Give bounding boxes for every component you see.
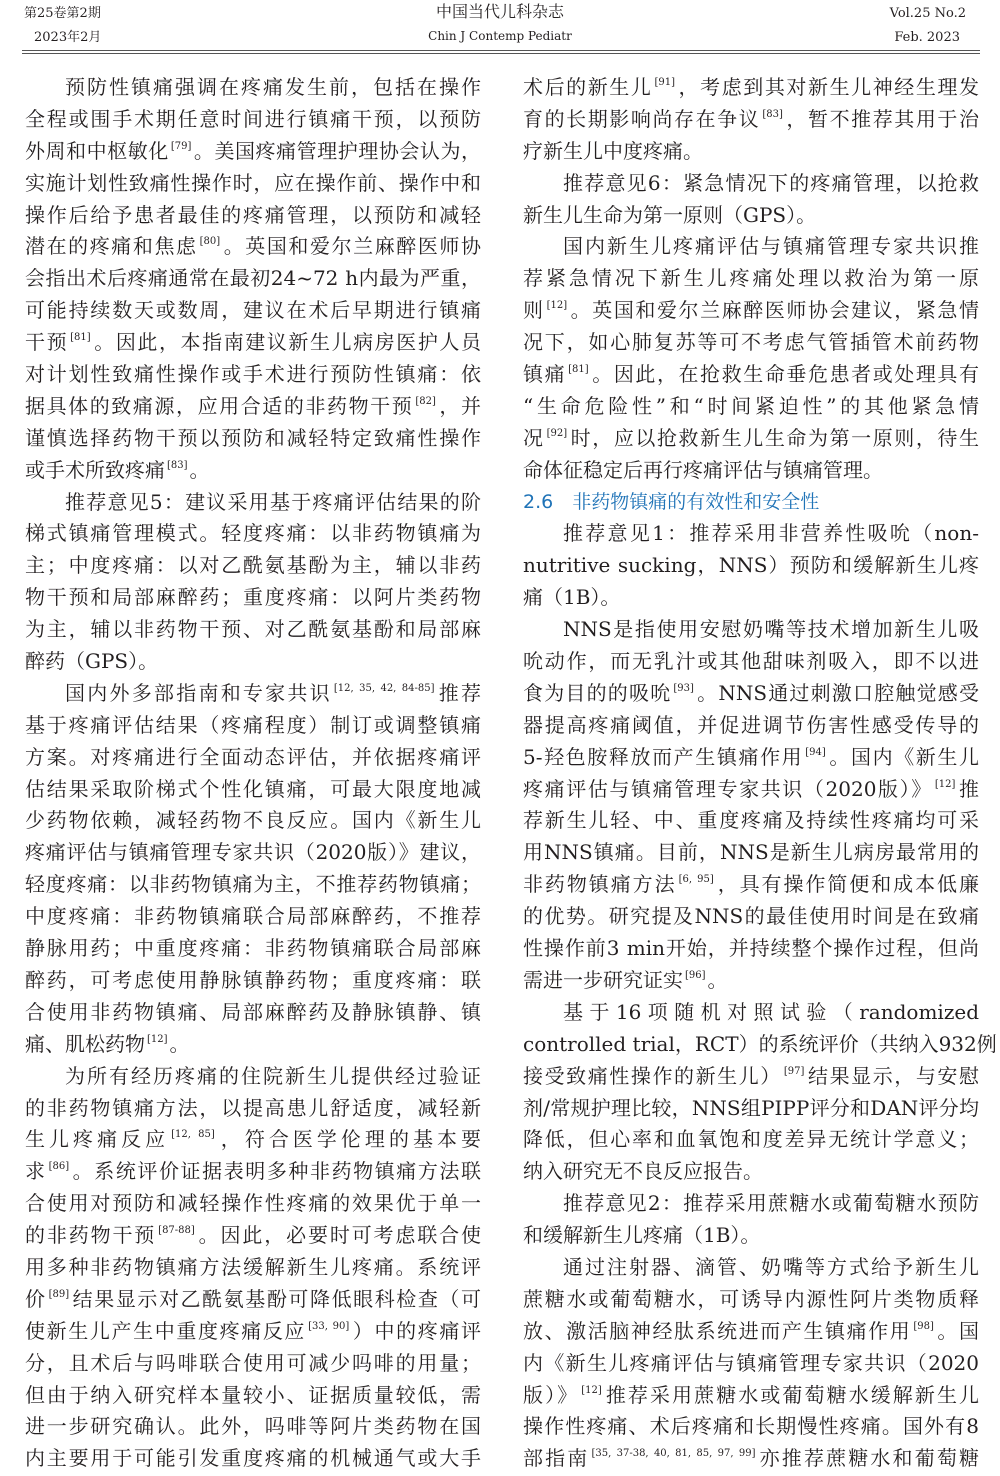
- citation-reference: [83]: [167, 459, 188, 471]
- text-segment: 操作性疼痛、术后疼痛和长期慢性疼痛。国外有8: [523, 1414, 979, 1439]
- paragraph: [523, 231, 979, 486]
- citation-reference: [82]: [415, 395, 436, 407]
- text-segment: 版）》: [523, 1382, 580, 1407]
- text-line: [25, 72, 481, 104]
- paragraph: [523, 614, 979, 997]
- header-journal-en: Chin J Contemp Pediatr: [428, 29, 572, 43]
- text-segment: ，暂不推荐其用于治: [784, 106, 980, 131]
- text-segment: 。因此，在抢救生命垂危患者或处理具有: [590, 362, 980, 387]
- text-line: [25, 710, 481, 742]
- text-line: [523, 1220, 979, 1252]
- citation-reference: [79]: [170, 140, 192, 152]
- paragraph: [523, 518, 979, 614]
- text-segment: 基于疼痛评估结果（疼痛程度）制订或调整镇痛: [25, 712, 481, 737]
- text-line: [25, 997, 481, 1029]
- text-segment: 纳入研究无不良反应报告。: [523, 1159, 763, 1184]
- paragraph: [523, 1252, 979, 1475]
- text-line: [25, 1188, 481, 1220]
- citation-reference: [12, 85]: [171, 1129, 215, 1141]
- text-segment: 主；中度疼痛：以对乙酰氨基酚为主，辅以非药: [25, 553, 481, 578]
- text-line: [523, 1093, 979, 1125]
- text-segment: 用多种非药物镇痛方法缓解新生儿疼痛。系统评: [25, 1254, 481, 1279]
- text-line: [25, 774, 481, 806]
- text-segment: 用NNS镇痛。目前，NNS是新生儿病房最常用的: [523, 840, 979, 865]
- text-line: [523, 168, 979, 200]
- citation-reference: [87-88]: [158, 1225, 195, 1237]
- citation-reference: [12, 35, 42, 84-85]: [333, 682, 435, 694]
- text-segment: 况下，如心肺复苏等可不考虑气管插管术前药物: [523, 330, 979, 355]
- text-segment: 预防性镇痛强调在疼痛发生前，包括在操作: [65, 75, 481, 99]
- text-line: [25, 1380, 481, 1412]
- text-segment: 性操作前3 min开始，并持续整个操作过程，但尚: [523, 936, 979, 961]
- text-line: [523, 327, 979, 359]
- text-line: [523, 1316, 979, 1348]
- text-segment: 少药物依赖，减轻药物不良反应。国内《新生儿: [25, 808, 481, 833]
- text-line: [25, 614, 481, 646]
- citation-reference: [12]: [934, 778, 956, 790]
- text-segment: 但由于纳入研究样本量较小、证据质量较低，需: [25, 1382, 481, 1407]
- header-journal-cn: 中国当代儿科杂志: [435, 2, 564, 21]
- text-segment: ）中的疼痛评: [351, 1318, 482, 1343]
- text-segment: 推荐意见1：推荐采用非营养性吸吮（non-: [563, 521, 979, 546]
- text-line: [25, 646, 481, 678]
- citation-reference: [93]: [673, 682, 694, 694]
- text-segment: 物干预和局部麻醉药；重度疼痛：以阿片类药物: [25, 585, 481, 610]
- header-volume-issue: 第25卷第2期: [24, 6, 101, 21]
- text-segment: 和缓解新生儿疼痛（1B）。: [523, 1223, 761, 1248]
- text-line: [523, 1284, 979, 1316]
- text-segment: 方案。对疼痛进行全面动态评估，并依据疼痛评: [25, 744, 481, 769]
- header-volume-en: Vol.25 No.2: [889, 6, 966, 21]
- text-segment: ，具有操作简便和成本低廉: [715, 872, 979, 897]
- citation-reference: [94]: [805, 746, 826, 758]
- text-segment: 内主要用于可能引发重度疼痛的机械通气或大手: [25, 1446, 481, 1471]
- text-segment: 。: [707, 967, 728, 992]
- text-line: [523, 742, 979, 774]
- text-line: [523, 1156, 979, 1188]
- text-segment: 器提高疼痛阈值，并促进调节伤害性感受传导的: [523, 712, 979, 737]
- text-segment: 梯式镇痛管理模式。轻度疼痛：以非药物镇痛为: [25, 521, 481, 546]
- text-line: [25, 901, 481, 933]
- text-segment: 吮动作，而无乳汁或其他甜味剂吸入，即不以进: [523, 649, 979, 674]
- text-segment: 中度疼痛：非药物镇痛联合局部麻醉药，不推荐: [25, 904, 481, 929]
- paragraph: [25, 1061, 481, 1476]
- citation-reference: [80]: [199, 236, 221, 248]
- citation-reference: [12]: [147, 1033, 168, 1045]
- text-segment: 5-羟色胺释放而产生镇痛作用: [523, 744, 804, 769]
- text-segment: 疼痛评估与镇痛管理专家共识（2020版）》建议，: [25, 840, 481, 865]
- text-line: [523, 582, 979, 614]
- text-line: [523, 104, 979, 136]
- text-segment: ，符合医学伦理的基本要: [216, 1127, 482, 1152]
- text-line: [523, 1124, 979, 1156]
- paragraph: [25, 487, 481, 678]
- text-segment: 食为目的的吸吮: [523, 680, 672, 705]
- text-line: [25, 805, 481, 837]
- text-line: [25, 965, 481, 997]
- text-segment: 。美国疼痛管理护理协会认为，: [193, 138, 482, 163]
- text-segment: 剂/常规护理比较，NNS组PIPP评分和DAN评分均: [523, 1095, 979, 1120]
- text-segment: 疗新生儿中度疼痛。: [523, 138, 703, 163]
- text-line: [523, 678, 979, 710]
- text-line: [25, 231, 481, 263]
- paragraph: [523, 168, 979, 232]
- text-segment: 接受致痛性操作的新生儿）: [523, 1063, 782, 1088]
- text-line: [523, 837, 979, 869]
- text-segment: 醉药，可考虑使用静脉镇静药物；重度疼痛：联: [25, 967, 481, 992]
- header-divider: [22, 50, 980, 54]
- text-line: [523, 295, 979, 327]
- citation-reference: [6, 95]: [678, 874, 714, 886]
- text-segment: 。: [189, 457, 210, 482]
- text-segment: NNS是指使用安慰奶嘴等技术增加新生儿吸: [563, 617, 979, 642]
- text-line: [523, 1188, 979, 1220]
- text-segment: 进一步研究确认。此外，吗啡等阿片类药物在国: [25, 1414, 481, 1439]
- text-segment: 荐新生儿轻、中、重度疼痛及持续性疼痛均可采: [523, 808, 979, 833]
- citation-reference: [98]: [913, 1320, 934, 1332]
- text-segment: 推: [957, 776, 979, 801]
- text-line: [523, 614, 979, 646]
- text-segment: 基于16项随机对照试验（randomized: [563, 999, 979, 1024]
- text-line: [523, 550, 979, 582]
- text-segment: 全程或围手术期任意时间进行镇痛干预，以预防: [25, 106, 481, 131]
- text-segment: 育的长期影响尚存在争议: [523, 106, 761, 131]
- text-line: [25, 1252, 481, 1284]
- text-line: [25, 1061, 481, 1093]
- text-line: [25, 1220, 481, 1252]
- text-line: [25, 550, 481, 582]
- text-segment: 醉药（GPS）。: [25, 649, 159, 674]
- text-line: [25, 136, 481, 168]
- text-segment: 命体征稳定后再行疼痛评估与镇痛管理。: [523, 457, 883, 482]
- text-line: [523, 391, 979, 423]
- text-segment: 或手术所致疼痛: [25, 457, 165, 482]
- citation-reference: [92]: [546, 427, 568, 439]
- text-line: [523, 805, 979, 837]
- text-line: [523, 1252, 979, 1284]
- text-line: [25, 933, 481, 965]
- text-segment: 轻度疼痛：以非药物镇痛为主，不推荐药物镇痛；: [25, 872, 481, 897]
- text-segment: 新生儿生命为第一原则（GPS）。: [523, 202, 817, 227]
- text-segment: 实施计划性致痛性操作时，应在操作前、操作中和: [25, 170, 481, 195]
- text-line: [25, 869, 481, 901]
- text-segment: 况: [523, 425, 545, 450]
- citation-reference: [83]: [762, 108, 783, 120]
- text-line: [523, 869, 979, 901]
- text-line: [25, 1348, 481, 1380]
- text-line: [25, 518, 481, 550]
- text-segment: 疼痛评估与镇痛管理专家共识（2020版）》: [523, 776, 933, 801]
- text-line: [25, 327, 481, 359]
- citation-reference: [97]: [783, 1065, 805, 1077]
- text-line: [25, 487, 481, 519]
- text-segment: 放、激活脑神经肽系统进而产生镇痛作用: [523, 1318, 912, 1343]
- text-line: [25, 295, 481, 327]
- text-segment: 据具体的致痛源，应用合适的非药物干预: [25, 393, 414, 418]
- text-segment: 。国: [935, 1318, 980, 1343]
- text-segment: 通过注射器、滴管、奶嘴等方式给予新生儿: [563, 1254, 979, 1279]
- text-segment: 需进一步研究证实: [523, 967, 683, 992]
- citation-reference: [81]: [70, 332, 91, 344]
- paragraph: [523, 997, 997, 1188]
- text-line: [523, 1348, 979, 1380]
- text-segment: nutritive sucking，NNS）预防和缓解新生儿疼: [523, 553, 979, 578]
- right-column: [523, 72, 997, 1475]
- text-segment: 推荐采用蔗糖水或葡萄糖水缓解新生儿: [603, 1382, 980, 1407]
- text-segment: “生命危险性”和“时间紧迫性”的其他紧急情: [523, 393, 979, 418]
- text-segment: 2.6 非药物镇痛的有效性和安全性: [523, 490, 820, 513]
- section-heading: [523, 487, 979, 519]
- text-segment: 。因此，必要时可考虑联合使: [196, 1223, 482, 1248]
- text-line: [523, 359, 979, 391]
- text-segment: 降低，但心率和血氧饱和度差异无统计学意义；: [523, 1127, 979, 1152]
- text-line: [523, 646, 979, 678]
- citation-reference: [35, 37-38, 40, 81, 85, 97, 99]: [591, 1448, 756, 1460]
- text-line: [523, 965, 979, 997]
- left-column: [25, 72, 481, 1475]
- text-segment: 干预: [25, 330, 69, 355]
- text-segment: controlled trial，RCT）的系统评价（共纳入932例: [523, 1031, 997, 1056]
- text-segment: 估结果采取阶梯式个性化镇痛，可最大限度地减: [25, 776, 481, 801]
- text-segment: 操作后给予患者最佳的疼痛管理，以预防和减轻: [25, 202, 481, 227]
- text-segment: 时，应以抢救新生儿生命为第一原则，待生: [569, 425, 980, 450]
- citation-reference: [91]: [654, 77, 675, 88]
- text-segment: 为所有经历疼痛的住院新生儿提供经过验证: [65, 1063, 481, 1088]
- text-segment: 。国内《新生儿: [827, 744, 980, 769]
- citation-reference: [33, 90]: [308, 1320, 350, 1332]
- citation-reference: [12]: [546, 300, 568, 312]
- citation-reference: [12]: [581, 1384, 602, 1396]
- text-segment: 潜在的疼痛和焦虑: [25, 234, 198, 259]
- text-segment: 推荐意见2：推荐采用蔗糖水或葡萄糖水预防: [563, 1191, 979, 1216]
- text-line: [25, 678, 481, 710]
- text-segment: 国内新生儿疼痛评估与镇痛管理专家共识推: [563, 234, 979, 259]
- text-segment: 痛、肌松药物: [25, 1031, 145, 1056]
- text-line: [523, 263, 979, 295]
- text-line: [25, 423, 481, 455]
- text-line: [523, 1443, 979, 1475]
- text-line: [25, 455, 481, 487]
- paragraph: [523, 1188, 979, 1252]
- text-segment: ，考虑到其对新生儿神经生理发: [676, 75, 980, 99]
- text-line: [25, 1411, 481, 1443]
- text-line: [523, 1411, 979, 1443]
- text-line: [523, 901, 979, 933]
- text-segment: 合使用非药物镇痛、局部麻醉药及静脉镇静、镇: [25, 999, 481, 1024]
- text-line: [523, 933, 979, 965]
- header-date-en: Feb. 2023: [894, 30, 960, 45]
- paragraph: [25, 72, 481, 487]
- text-line: [25, 1029, 481, 1061]
- text-segment: 镇痛: [523, 362, 567, 387]
- text-segment: 蔗糖水或葡萄糖水，可诱导内源性阿片类物质释: [523, 1286, 979, 1311]
- text-segment: 谨慎选择药物干预以预防和减轻特定致痛性操作: [25, 425, 481, 450]
- text-segment: 为主，辅以非药物干预、对乙酰氨基酚和局部麻: [25, 617, 481, 642]
- text-segment: 外周和中枢敏化: [25, 138, 169, 163]
- text-segment: 的优势。研究提及NNS的最佳使用时间是在致痛: [523, 904, 979, 929]
- text-line: [523, 423, 979, 455]
- text-segment: 推荐: [436, 680, 481, 705]
- text-line: [25, 582, 481, 614]
- header-date-cn: 2023年2月: [34, 30, 102, 45]
- text-segment: 。英国和爱尔兰麻醉医师协会建议，紧急情: [569, 298, 980, 323]
- text-segment: 会指出术后疼痛通常在最初24~72 h内最为严重，: [25, 266, 481, 291]
- text-line: [25, 104, 481, 136]
- text-line: [25, 1284, 481, 1316]
- text-line: [25, 837, 481, 869]
- citation-reference: [81]: [568, 364, 589, 376]
- text-segment: 荐紧急情况下新生儿疼痛处理以救治为第一原: [523, 266, 979, 291]
- text-line: [25, 359, 481, 391]
- text-line: [25, 200, 481, 232]
- text-segment: 生儿疼痛反应: [25, 1127, 170, 1152]
- text-segment: 的非药物镇痛方法，以提高患儿舒适度，减轻新: [25, 1095, 481, 1120]
- text-segment: 部指南: [523, 1446, 590, 1471]
- text-line: [25, 1093, 481, 1125]
- text-line: [523, 1029, 997, 1061]
- text-line: [25, 263, 481, 295]
- text-segment: 则: [523, 298, 545, 323]
- text-segment: 合使用对预防和减轻操作性疼痛的效果优于单一: [25, 1191, 481, 1216]
- text-segment: 亦推荐蔗糖水和葡萄糖: [757, 1446, 980, 1471]
- text-segment: 术后的新生儿: [523, 75, 653, 99]
- text-line: [523, 1061, 979, 1093]
- paragraph: [523, 72, 979, 168]
- citation-reference: [96]: [685, 969, 706, 981]
- text-line: [523, 518, 979, 550]
- text-segment: 。NNS通过刺激口腔触觉感受: [695, 680, 980, 705]
- text-segment: 结果显示对乙酰氨基酚可降低眼科检查（可: [71, 1286, 482, 1311]
- text-segment: 结果显示，与安慰: [806, 1063, 980, 1088]
- text-line: [25, 1316, 481, 1348]
- text-line: [25, 1443, 481, 1475]
- text-segment: 静脉用药；中重度疼痛：非药物镇痛联合局部麻: [25, 936, 481, 961]
- text-segment: 非药物镇痛方法: [523, 872, 677, 897]
- text-segment: 。因此，本指南建议新生儿病房医护人员: [92, 330, 482, 355]
- text-segment: 求: [25, 1159, 47, 1184]
- text-line: [25, 1156, 481, 1188]
- text-line: [523, 487, 979, 519]
- text-segment: 推荐意见5：建议采用基于疼痛评估结果的阶: [65, 489, 481, 514]
- text-segment: 分，且术后与吗啡联合使用可减少吗啡的用量；: [25, 1350, 481, 1375]
- text-segment: ，并: [437, 393, 482, 418]
- text-line: [523, 710, 979, 742]
- text-line: [523, 72, 979, 104]
- text-segment: 推荐意见6：紧急情况下的疼痛管理，以抢救: [563, 170, 979, 195]
- text-line: [25, 742, 481, 774]
- text-line: [25, 168, 481, 200]
- text-segment: 。: [169, 1031, 190, 1056]
- text-segment: 使新生儿产生中重度疼痛反应: [25, 1318, 307, 1343]
- text-segment: 。系统评价证据表明多种非药物镇痛方法联: [71, 1159, 482, 1184]
- text-line: [523, 997, 979, 1029]
- text-segment: 内《新生儿疼痛评估与镇痛管理专家共识（2020: [523, 1350, 979, 1375]
- text-line: [25, 391, 481, 423]
- text-segment: 的非药物干预: [25, 1223, 157, 1248]
- text-line: [523, 1380, 979, 1412]
- text-segment: 对计划性致痛性操作或手术进行预防性镇痛：依: [25, 362, 481, 387]
- citation-reference: [89]: [48, 1288, 70, 1300]
- text-segment: 。英国和爱尔兰麻醉医师协: [222, 234, 482, 259]
- text-segment: 国内外多部指南和专家共识: [65, 680, 332, 705]
- paragraph: [25, 678, 481, 1061]
- text-line: [25, 1124, 481, 1156]
- text-line: [523, 231, 979, 263]
- text-line: [523, 136, 979, 168]
- text-segment: 痛（1B）。: [523, 585, 621, 610]
- text-segment: 价: [25, 1286, 47, 1311]
- text-line: [523, 455, 979, 487]
- text-line: [523, 774, 979, 806]
- text-line: [523, 200, 979, 232]
- citation-reference: [86]: [48, 1161, 70, 1173]
- text-segment: 可能持续数天或数周，建议在术后早期进行镇痛: [25, 298, 481, 323]
